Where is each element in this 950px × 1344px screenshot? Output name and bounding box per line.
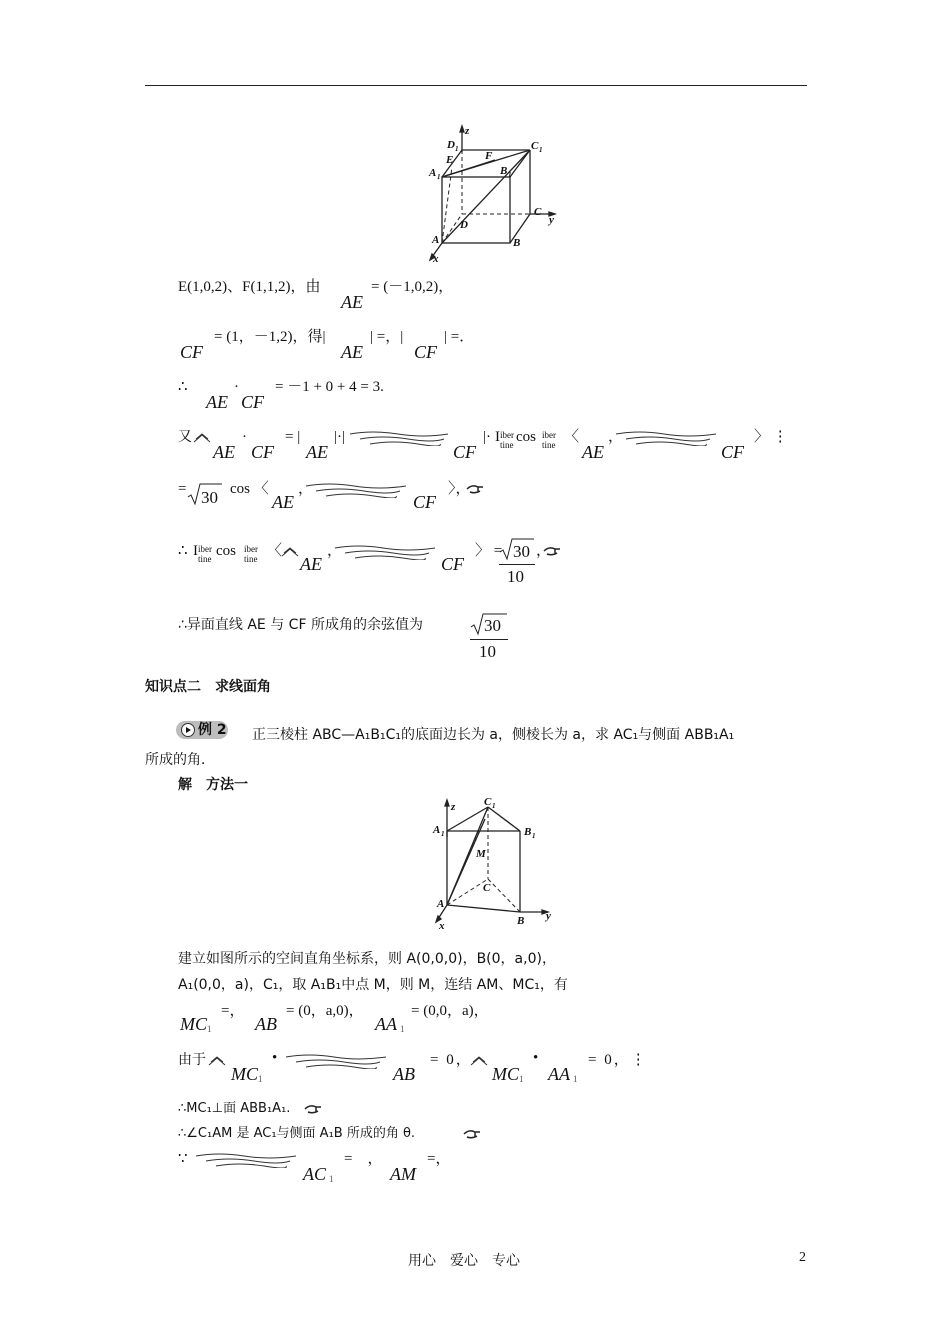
line6-tail: ，: [536, 543, 552, 559]
comma: ，: [298, 481, 314, 497]
solution-line-6: ∴∠C₁AM 是 AC₁与侧面 A₁B 所成的角 θ.: [178, 1126, 416, 1141]
sqrt-30: 30: [484, 616, 501, 635]
bullet-dot: •: [533, 1050, 539, 1066]
vector-ae: AE: [306, 442, 328, 462]
line1-tail: = (－1,0,2)，: [371, 279, 454, 295]
tilde-arrow-icon: [304, 480, 408, 498]
because-symbol: ∵: [178, 1151, 188, 1167]
vertex-a-label: A: [437, 898, 445, 910]
play-icon: [181, 723, 195, 737]
vector-cf: CF: [721, 442, 745, 462]
axis-y-label: y: [546, 910, 551, 922]
vertex-b1-label: B: [500, 165, 508, 177]
vector-ac1: AC: [303, 1164, 327, 1184]
vertex-c1-label: C: [531, 140, 539, 152]
vertex-c1-sub: 1: [492, 802, 496, 810]
solution-line-2: A₁(0,0，a)，C₁，取 A₁B₁中点 M，则 M，连结 AM、MC₁，有: [178, 977, 568, 993]
tilde-arrow-icon: [284, 1051, 388, 1069]
hand-pointer-icon: [304, 1103, 322, 1115]
fraction-bar: [499, 564, 535, 565]
tilde-arrow-icon: [194, 1150, 298, 1168]
line4-bar: |·|: [334, 429, 346, 445]
subscript-1: 1: [258, 1074, 263, 1084]
vector-ae: AE: [582, 442, 604, 462]
sqrt-30: 30: [513, 542, 530, 561]
comma: ，: [608, 429, 624, 445]
vertex-b1-label: B: [524, 826, 532, 838]
glyph-iber: iber: [244, 544, 258, 554]
vertex-c1-label: C: [484, 797, 492, 808]
vector-mc1: MC: [180, 1014, 207, 1034]
vertex-c-label: C: [534, 206, 542, 218]
comma: ，: [327, 543, 343, 559]
vertex-c1-sub: 1: [539, 146, 543, 154]
vector-mc1: MC: [492, 1064, 519, 1084]
section-title: 知识点二 求线面角: [145, 679, 271, 695]
page-number: 2: [799, 1250, 806, 1265]
line6-eq: 〉 =: [475, 543, 503, 559]
vector-ae: AE: [213, 442, 235, 462]
vector-cf: CF: [441, 554, 465, 574]
vector-cf: CF: [414, 342, 438, 362]
example-text: 正三棱柱 ABC—A₁B₁C₁的底面边长为 a，侧棱长为 a，求 AC₁与侧面 ABB₁A₁: [252, 727, 735, 743]
vertex-a1-label: A: [429, 167, 437, 179]
vertex-a1-label: A: [433, 824, 441, 836]
dot-operator: ·: [242, 429, 247, 445]
solution-line-5: ∴MC₁⊥面 ABB₁A₁.: [178, 1101, 291, 1116]
vector-cf: CF: [413, 492, 437, 512]
vertex-b1-sub: 1: [532, 832, 536, 840]
line5-cos: cos 〈: [230, 481, 269, 497]
line2-tail: | =．: [444, 329, 475, 345]
vector-mc1: MC: [231, 1064, 258, 1084]
vector-ae: AE: [341, 342, 363, 362]
vertex-a1-sub: 1: [437, 173, 441, 181]
tilde-arrow-icon: [333, 542, 437, 560]
fraction-bar: [470, 639, 508, 640]
example-badge-label: 例 2: [198, 722, 227, 738]
conclusion-text: ∴异面直线 AE 与 CF 所成角的余弦值为: [178, 617, 423, 633]
chevron-up-icon: [281, 546, 299, 558]
axis-z-label: z: [451, 801, 456, 813]
subscript-1: 1: [573, 1074, 578, 1084]
line2-mid: = (1，－1,2)，得|: [214, 329, 326, 345]
cos-text: cos: [516, 429, 536, 445]
vector-cf: CF: [241, 392, 265, 412]
cos-text: cos: [216, 543, 236, 559]
vector-ae: AE: [300, 554, 322, 574]
point-m-label: M: [476, 848, 486, 860]
glyph-I: I: [495, 429, 500, 445]
cube-figure: [425, 122, 565, 267]
left-angle: 〈: [267, 543, 283, 559]
vector-ae: AE: [272, 492, 294, 512]
left-angle: 〈: [564, 429, 580, 445]
line3-tail: = －1 + 0 + 4 = 3.: [275, 379, 384, 395]
vector-cf: CF: [251, 442, 275, 462]
vector-cf: CF: [180, 342, 204, 362]
axis-z-label: z: [465, 125, 470, 137]
chevron-up-icon: [470, 1055, 488, 1067]
line4-lead: 又: [178, 429, 192, 445]
glyph-tine: tine: [500, 440, 514, 450]
point-e-label: E: [446, 154, 454, 166]
vector-aa1: AA: [375, 1014, 397, 1034]
denominator-10: 10: [507, 567, 524, 586]
vector-ab: AB: [255, 1014, 277, 1034]
glyph-iber: iber: [198, 544, 212, 554]
line5-eq: =: [178, 481, 187, 497]
solution-eq-1: =，: [221, 1003, 245, 1019]
line4-eq: = |: [285, 429, 301, 445]
header-rule: [145, 85, 807, 86]
line1-text: E(1,0,2)、F(1,1,2)，由: [178, 279, 321, 295]
solution-eq-7: =，: [427, 1151, 451, 1167]
glyph-tine: tine: [244, 554, 258, 564]
bullet-dot: •: [272, 1050, 278, 1066]
therefore-symbol: ∴: [178, 543, 188, 559]
line5-tail: 〉，: [448, 481, 471, 497]
solution-eq-5: = 0，⋮: [588, 1052, 648, 1068]
vector-ae: AE: [341, 292, 363, 312]
chevron-up-icon: [193, 432, 211, 444]
dot-operator: ·: [234, 379, 239, 395]
vertex-b-label: B: [513, 237, 521, 249]
glyph-iber: iber: [542, 430, 556, 440]
solution-eq-2: = (0，a,0)，: [286, 1003, 364, 1019]
therefore-symbol: ∴: [178, 379, 188, 395]
point-f-label: F: [485, 150, 493, 162]
vertex-a-label: A: [432, 234, 440, 246]
axis-x-label: x: [433, 253, 439, 265]
solution-line-1: 建立如图所示的空间直角坐标系，则 A(0,0,0)，B(0，a,0)，: [178, 951, 556, 967]
axis-x-label: x: [439, 920, 445, 932]
solution-eq-4: = 0，: [430, 1052, 473, 1068]
footer-text: 用心 爱心 专心: [408, 1253, 520, 1269]
subscript-1: 1: [519, 1074, 524, 1084]
solution-heading: 解 方法一: [178, 777, 248, 793]
tilde-arrow-icon: [348, 428, 450, 446]
chevron-up-icon: [208, 1055, 226, 1067]
subscript-1: 1: [207, 1024, 212, 1034]
vector-ab: AB: [393, 1064, 415, 1084]
vertex-d-label: D: [460, 219, 468, 231]
vector-cf: CF: [453, 442, 477, 462]
example-text-cont: 所成的角．: [145, 752, 215, 768]
line4-tail: 〉 ⋮: [754, 429, 788, 445]
vector-aa1: AA: [548, 1064, 570, 1084]
glyph-tine: tine: [198, 554, 212, 564]
vertex-b1-sub: 1: [508, 171, 512, 179]
vector-ae: AE: [206, 392, 228, 412]
glyph-tine: tine: [542, 440, 556, 450]
solution-eq-6: = ，: [344, 1151, 383, 1167]
solution-eq-3: = (0,0，a)，: [411, 1003, 489, 1019]
glyph-iber: iber: [500, 430, 514, 440]
hand-pointer-icon: [543, 545, 561, 557]
line2-mid2: | =，|: [370, 329, 404, 345]
hand-pointer-icon: [463, 1128, 481, 1140]
hand-pointer-icon: [466, 483, 484, 495]
subscript-1: 1: [400, 1024, 405, 1034]
tilde-arrow-icon: [614, 428, 718, 446]
axis-y-label: y: [549, 214, 554, 226]
vertex-b-label: B: [517, 915, 525, 927]
line4-mid: |·: [483, 429, 491, 445]
glyph-I: I: [193, 543, 198, 559]
vertex-a1-sub: 1: [441, 830, 445, 838]
vector-am: AM: [390, 1164, 416, 1184]
prism-figure: [430, 797, 560, 932]
sqrt-30: 30: [201, 488, 218, 507]
subscript-1: 1: [329, 1174, 334, 1184]
vertex-d1-label: D: [447, 139, 455, 151]
since-text: 由于: [178, 1052, 206, 1068]
vertex-d1-sub: 1: [455, 145, 459, 153]
denominator-10: 10: [479, 642, 496, 661]
vertex-c-label: C: [483, 882, 491, 894]
